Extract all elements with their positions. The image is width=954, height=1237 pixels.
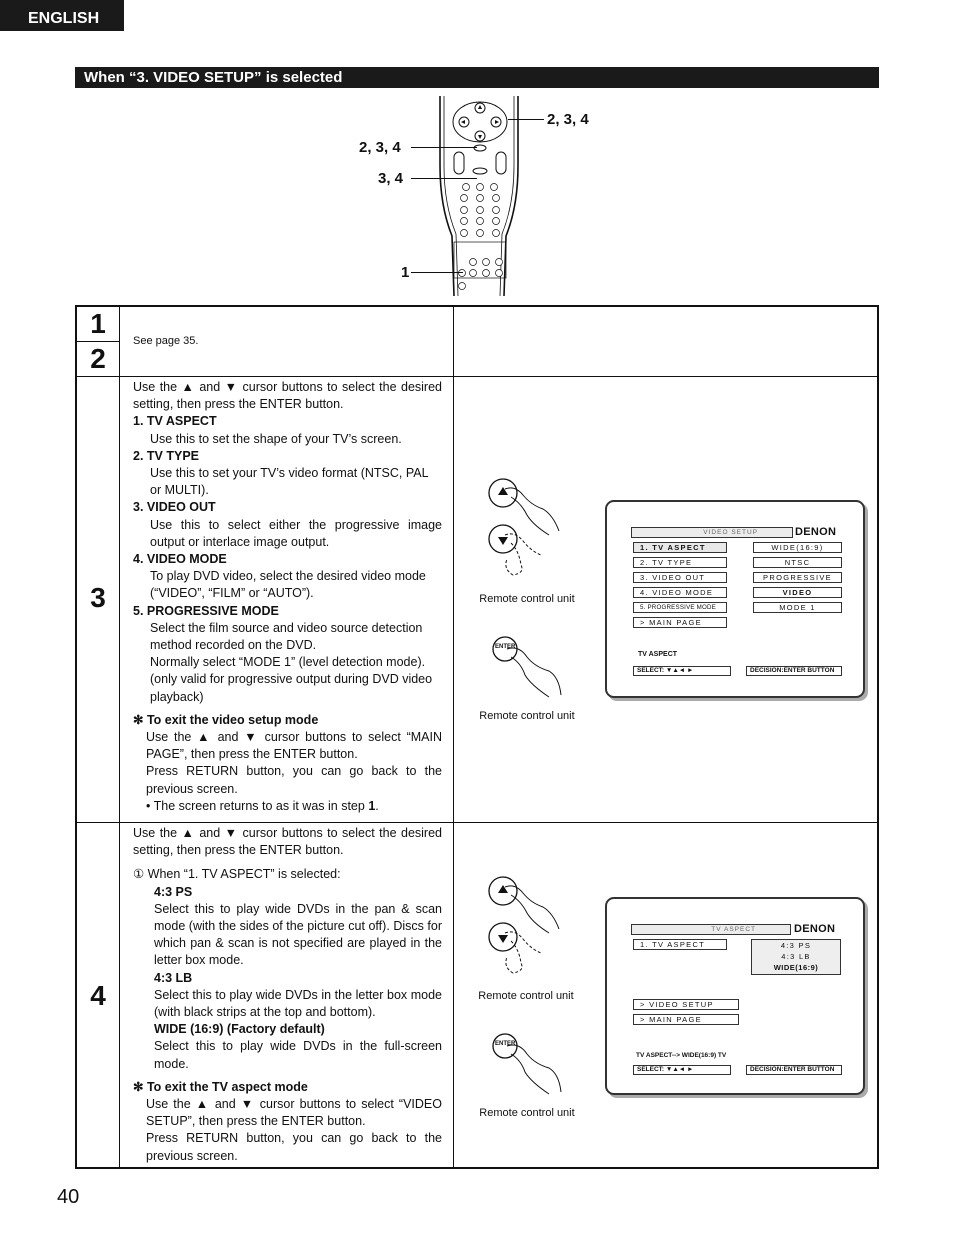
divider bbox=[119, 307, 120, 1167]
page-number: 40 bbox=[57, 1186, 80, 1208]
osd-option-box bbox=[751, 939, 841, 975]
step-3-item-3-title: 3. VIDEO OUT bbox=[133, 500, 216, 515]
denon-logo: DENON bbox=[794, 923, 836, 935]
osd-header-bar: VIDEO SETUP bbox=[631, 527, 793, 538]
osd-menu-item: > MAIN PAGE bbox=[633, 1014, 739, 1025]
osd-menu-item: 1. TV ASPECT bbox=[633, 939, 727, 950]
callout-line bbox=[411, 178, 477, 179]
divider bbox=[77, 341, 119, 342]
step-3-exit-text-1: Use the ▲ and ▼ cursor buttons to select “MAIN PAGE”, then press the ENTER button. bbox=[146, 730, 442, 762]
step-4-option-2-desc: Select this to play wide DVDs in the letter box mode (with black strips at the top and bottom). bbox=[154, 987, 442, 1020]
step-4-option-2-title: 4:3 LB bbox=[154, 970, 193, 985]
osd-tv-aspect-screen bbox=[605, 897, 865, 1095]
step-number-1: 1 bbox=[90, 308, 106, 339]
callout-right: 2, 3, 4 bbox=[547, 111, 589, 128]
osd-menu-item: 3. VIDEO OUT bbox=[633, 572, 727, 583]
step-3-exit-title: ✻ To exit the video setup mode bbox=[133, 712, 319, 727]
osd-value: NTSC bbox=[753, 557, 842, 568]
step-1-2-text: See page 35. bbox=[133, 335, 199, 347]
osd-video-setup-screen bbox=[605, 500, 865, 698]
section-title: When “3. VIDEO SETUP” is selected bbox=[75, 67, 879, 88]
step-3-item-3-desc: Use this to select either the progressive image output or interlace image output. bbox=[150, 517, 442, 549]
step-3-intro: Use the ▲ and ▼ cursor buttons to select the desired setting, then press the ENTER button. bbox=[133, 380, 442, 412]
osd-menu-item: 4. VIDEO MODE bbox=[633, 587, 727, 598]
osd-option: WIDE(16:9) bbox=[773, 963, 819, 972]
osd-option: 4:3 LB bbox=[781, 952, 811, 961]
step-4-option-3-desc: Select this to play wide DVDs in the full-screen mode. bbox=[154, 1039, 442, 1071]
step-3-item-1-desc: Use this to set the shape of your TV’s screen. bbox=[150, 431, 402, 446]
osd-option: 4:3 PS bbox=[780, 941, 812, 950]
osd-decision-hint: DECISION:ENTER BUTTON bbox=[746, 666, 842, 676]
osd-select-hint: SELECT: ▼▲◄ ► bbox=[633, 1065, 731, 1075]
step-3-exit-note-text: • The screen returns to as it was in step bbox=[146, 798, 369, 813]
step-3-item-1-title: 1. TV ASPECT bbox=[133, 414, 217, 429]
step-number-4: 4 bbox=[90, 980, 106, 1011]
step-4-intro: Use the ▲ and ▼ cursor buttons to select the desired setting, then press the ENTER button. bbox=[133, 826, 442, 858]
denon-logo: DENON bbox=[795, 526, 837, 538]
step-3-item-4-desc: To play DVD video, select the desired video mode (“VIDEO”, “FILM” or “AUTO”). bbox=[150, 569, 426, 601]
step-4-exit-text-1: Use the ▲ and ▼ cursor buttons to select “VIDEO SETUP”, then press the ENTER button. bbox=[146, 1097, 442, 1129]
step-3-exit-note bbox=[133, 798, 442, 815]
divider bbox=[77, 376, 877, 377]
osd-hint: TV ASPECT--> WIDE(16:9) TV bbox=[636, 1052, 727, 1059]
osd-decision-hint: DECISION:ENTER BUTTON bbox=[746, 1065, 842, 1075]
steps-table bbox=[75, 305, 879, 1169]
osd-menu-item: 5. PROGRESSIVE MODE bbox=[633, 602, 727, 613]
enter-key-label: ENTER bbox=[495, 644, 516, 650]
remote-control-illustration bbox=[436, 96, 522, 298]
step-3-item-5-title: 5. PROGRESSIVE MODE bbox=[133, 603, 279, 618]
callout-line bbox=[508, 119, 544, 120]
remote-caption: Remote control unit bbox=[479, 593, 575, 605]
step-3-exit-note-step: 1 bbox=[368, 798, 376, 813]
callout-left-bottom: 1 bbox=[401, 264, 410, 281]
step-4-option-1-title: 4:3 PS bbox=[154, 884, 193, 899]
step-4-exit-title: ✻ To exit the TV aspect mode bbox=[133, 1079, 308, 1094]
osd-menu-item: 1. TV ASPECT bbox=[633, 542, 727, 553]
osd-menu-item: 2. TV TYPE bbox=[633, 557, 727, 568]
remote-caption: Remote control unit bbox=[479, 710, 575, 722]
remote-caption: Remote control unit bbox=[479, 1107, 575, 1119]
step-3-item-2-title: 2. TV TYPE bbox=[133, 448, 199, 463]
step-3-item-5-desc-2: Normally select “MODE 1” (level detection mode). (only valid for progressive output during DVD video playback) bbox=[150, 655, 433, 704]
step-4-subheading: ① When “1. TV ASPECT” is selected: bbox=[133, 867, 341, 882]
step-3-item-2-desc: Use this to set your TV’s video format (NTSC, PAL or MULTI). bbox=[150, 466, 429, 498]
divider bbox=[77, 822, 877, 823]
step-3-exit-text-2: Press RETURN button, you can go back to the previous screen. bbox=[146, 764, 442, 796]
step-number-3: 3 bbox=[90, 582, 106, 613]
step-3-text bbox=[133, 379, 442, 815]
callout-line bbox=[411, 272, 463, 273]
step-4-option-3-title: WIDE (16:9) (Factory default) bbox=[154, 1022, 325, 1037]
step-4-text bbox=[133, 825, 442, 1165]
cursor-buttons-hand-icon bbox=[485, 873, 575, 985]
osd-value: PROGRESSIVE bbox=[753, 572, 842, 583]
callout-left-mid: 3, 4 bbox=[378, 170, 404, 187]
language-tab: ENGLISH bbox=[0, 0, 124, 31]
osd-menu-item: > MAIN PAGE bbox=[633, 617, 727, 628]
step-4-option-1-desc: Select this to play wide DVDs in the pan & scan mode (with the sides of the picture cut off). Discs for which pan & scan is not specified are played in the letter box mode. bbox=[154, 901, 442, 968]
osd-hint: TV ASPECT bbox=[638, 651, 678, 658]
step-3-item-5-desc-1: Select the film source and video source detection method recorded on the DVD. bbox=[150, 620, 423, 653]
remote-caption: Remote control unit bbox=[478, 990, 574, 1002]
step-number-2: 2 bbox=[90, 343, 106, 374]
callout-left-top: 2, 3, 4 bbox=[359, 139, 401, 156]
osd-value: VIDEO bbox=[753, 587, 842, 598]
osd-menu-item: > VIDEO SETUP bbox=[633, 999, 739, 1010]
callout-line bbox=[411, 147, 477, 148]
osd-value: MODE 1 bbox=[753, 602, 842, 613]
step-3-exit-note-end: . bbox=[375, 798, 379, 813]
step-3-item-4-title: 4. VIDEO MODE bbox=[133, 552, 227, 567]
enter-key-label: ENTER bbox=[495, 1041, 516, 1047]
osd-value: WIDE(16:9) bbox=[753, 542, 842, 553]
osd-select-hint: SELECT: ▼▲◄ ► bbox=[633, 666, 731, 676]
step-4-exit-text-2: Press RETURN button, you can go back to the previous screen. bbox=[146, 1131, 442, 1163]
osd-header-bar: TV ASPECT bbox=[631, 924, 791, 935]
cursor-buttons-hand-icon bbox=[485, 475, 575, 587]
divider bbox=[453, 307, 454, 1167]
